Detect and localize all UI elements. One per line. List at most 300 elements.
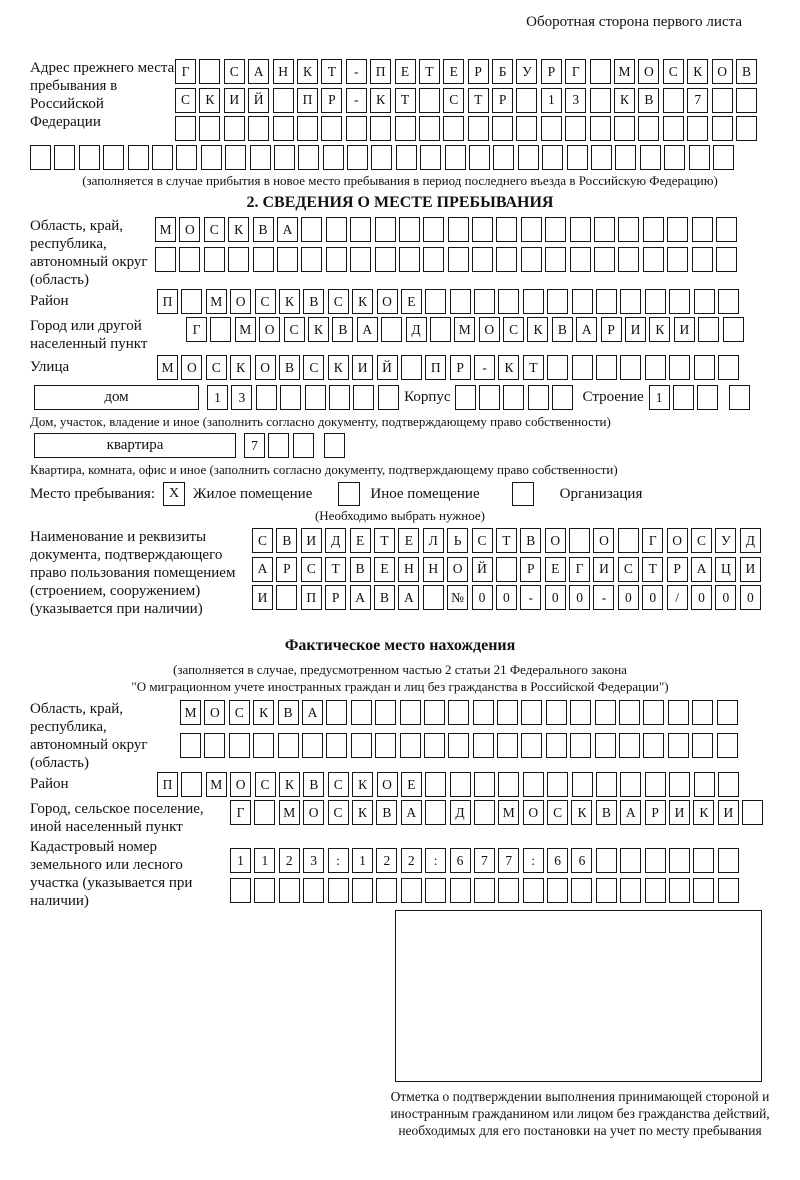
char-cell[interactable]: С	[328, 800, 349, 825]
char-cell[interactable]	[614, 116, 635, 141]
char-cell[interactable]: С	[301, 557, 322, 582]
char-cell[interactable]	[497, 700, 518, 725]
char-cell[interactable]	[570, 733, 591, 758]
char-cell[interactable]	[443, 116, 464, 141]
char-cell[interactable]	[301, 247, 322, 272]
char-cell[interactable]: О	[523, 800, 544, 825]
char-cell[interactable]	[273, 88, 294, 113]
char-cell[interactable]	[425, 878, 446, 903]
char-cell[interactable]	[692, 700, 713, 725]
char-cell[interactable]: 3	[303, 848, 324, 873]
char-cell[interactable]	[419, 116, 440, 141]
char-cell[interactable]: М	[206, 289, 227, 314]
char-cell[interactable]	[455, 385, 476, 410]
char-cell[interactable]: Н	[273, 59, 294, 84]
char-cell[interactable]	[692, 247, 713, 272]
char-cell[interactable]: Р	[601, 317, 622, 342]
char-cell[interactable]: О	[377, 772, 398, 797]
char-cell[interactable]	[199, 59, 220, 84]
char-cell[interactable]	[448, 733, 469, 758]
char-cell[interactable]: А	[248, 59, 269, 84]
char-cell[interactable]	[643, 247, 664, 272]
char-cell[interactable]	[742, 800, 763, 825]
char-cell[interactable]: Р	[325, 585, 346, 610]
char-cell[interactable]	[473, 733, 494, 758]
char-cell[interactable]	[228, 247, 249, 272]
char-cell[interactable]	[350, 217, 371, 242]
char-cell[interactable]: 6	[450, 848, 471, 873]
char-cell[interactable]	[400, 700, 421, 725]
char-cell[interactable]	[689, 145, 710, 170]
char-cell[interactable]	[645, 355, 666, 380]
char-cell[interactable]	[717, 700, 738, 725]
char-cell[interactable]	[347, 145, 368, 170]
char-cell[interactable]: К	[687, 59, 708, 84]
char-cell[interactable]: Г	[569, 557, 590, 582]
char-cell[interactable]: 3	[565, 88, 586, 113]
char-cell[interactable]	[620, 848, 641, 873]
char-cell[interactable]: А	[252, 557, 273, 582]
char-cell[interactable]	[424, 700, 445, 725]
char-cell[interactable]: К	[228, 217, 249, 242]
char-cell[interactable]	[594, 247, 615, 272]
char-cell[interactable]: В	[520, 528, 541, 553]
char-cell[interactable]	[620, 289, 641, 314]
char-cell[interactable]: К	[308, 317, 329, 342]
char-cell[interactable]: Е	[374, 557, 395, 582]
char-cell[interactable]: 0	[496, 585, 517, 610]
char-cell[interactable]	[712, 88, 733, 113]
char-cell[interactable]: 1	[230, 848, 251, 873]
char-cell[interactable]	[181, 772, 202, 797]
char-cell[interactable]	[595, 700, 616, 725]
char-cell[interactable]: К	[230, 355, 251, 380]
char-cell[interactable]: С	[328, 289, 349, 314]
char-cell[interactable]: Г	[186, 317, 207, 342]
char-cell[interactable]: 7	[687, 88, 708, 113]
char-cell[interactable]: К	[352, 800, 373, 825]
char-cell[interactable]	[545, 247, 566, 272]
char-cell[interactable]	[547, 878, 568, 903]
char-cell[interactable]	[450, 878, 471, 903]
char-cell[interactable]: С	[691, 528, 712, 553]
char-cell[interactable]: С	[204, 217, 225, 242]
char-cell[interactable]: К	[352, 772, 373, 797]
char-cell[interactable]: И	[252, 585, 273, 610]
char-cell[interactable]	[445, 145, 466, 170]
char-cell[interactable]: С	[175, 88, 196, 113]
char-cell[interactable]: -	[593, 585, 614, 610]
char-cell[interactable]: 7	[474, 848, 495, 873]
char-cell[interactable]	[371, 145, 392, 170]
char-cell[interactable]	[450, 772, 471, 797]
char-cell[interactable]: В	[279, 355, 300, 380]
char-cell[interactable]	[425, 772, 446, 797]
char-cell[interactable]	[450, 289, 471, 314]
char-cell[interactable]	[204, 733, 225, 758]
char-cell[interactable]: Ц	[715, 557, 736, 582]
char-cell[interactable]: -	[474, 355, 495, 380]
char-cell[interactable]	[274, 145, 295, 170]
char-cell[interactable]	[638, 116, 659, 141]
char-cell[interactable]	[718, 848, 739, 873]
char-cell[interactable]: Е	[350, 528, 371, 553]
char-cell[interactable]: И	[593, 557, 614, 582]
char-cell[interactable]: С	[224, 59, 245, 84]
char-cell[interactable]	[375, 733, 396, 758]
char-cell[interactable]	[375, 700, 396, 725]
char-cell[interactable]: В	[350, 557, 371, 582]
char-cell[interactable]: И	[674, 317, 695, 342]
char-cell[interactable]	[276, 585, 297, 610]
char-cell[interactable]: Т	[496, 528, 517, 553]
char-cell[interactable]: 0	[715, 585, 736, 610]
char-cell[interactable]: Е	[401, 772, 422, 797]
char-cell[interactable]	[571, 878, 592, 903]
char-cell[interactable]	[396, 145, 417, 170]
char-cell[interactable]: М	[498, 800, 519, 825]
char-cell[interactable]	[448, 247, 469, 272]
char-cell[interactable]	[667, 247, 688, 272]
char-cell[interactable]: М	[157, 355, 178, 380]
char-cell[interactable]: И	[301, 528, 322, 553]
char-cell[interactable]: И	[669, 800, 690, 825]
char-cell[interactable]	[596, 878, 617, 903]
char-cell[interactable]: Р	[450, 355, 471, 380]
char-cell[interactable]: /	[667, 585, 688, 610]
char-cell[interactable]: Р	[667, 557, 688, 582]
char-cell[interactable]: С	[443, 88, 464, 113]
char-cell[interactable]	[210, 317, 231, 342]
char-cell[interactable]	[423, 585, 444, 610]
char-cell[interactable]	[277, 247, 298, 272]
char-cell[interactable]: А	[620, 800, 641, 825]
char-cell[interactable]	[716, 247, 737, 272]
char-cell[interactable]	[645, 848, 666, 873]
char-cell[interactable]	[523, 878, 544, 903]
char-cell[interactable]	[204, 247, 225, 272]
char-cell[interactable]: М	[279, 800, 300, 825]
char-cell[interactable]	[718, 289, 739, 314]
char-cell[interactable]: Т	[419, 59, 440, 84]
char-cell[interactable]	[253, 733, 274, 758]
char-cell[interactable]: Р	[276, 557, 297, 582]
char-cell[interactable]: С	[206, 355, 227, 380]
char-cell[interactable]	[570, 217, 591, 242]
char-cell[interactable]: П	[370, 59, 391, 84]
char-cell[interactable]	[254, 878, 275, 903]
char-cell[interactable]: К	[279, 772, 300, 797]
char-cell[interactable]	[326, 700, 347, 725]
char-cell[interactable]	[645, 772, 666, 797]
char-cell[interactable]	[229, 733, 250, 758]
char-cell[interactable]	[474, 800, 495, 825]
char-cell[interactable]	[694, 772, 715, 797]
char-cell[interactable]: 1	[207, 385, 228, 410]
char-cell[interactable]: Д	[740, 528, 761, 553]
char-cell[interactable]	[572, 289, 593, 314]
char-cell[interactable]	[718, 772, 739, 797]
char-cell[interactable]	[667, 217, 688, 242]
char-cell[interactable]	[400, 733, 421, 758]
char-cell[interactable]: С	[618, 557, 639, 582]
char-cell[interactable]	[230, 878, 251, 903]
char-cell[interactable]	[668, 733, 689, 758]
char-cell[interactable]: Й	[377, 355, 398, 380]
char-cell[interactable]: 0	[618, 585, 639, 610]
char-cell[interactable]: :	[523, 848, 544, 873]
char-cell[interactable]	[326, 733, 347, 758]
char-cell[interactable]: А	[350, 585, 371, 610]
char-cell[interactable]	[516, 88, 537, 113]
char-cell[interactable]: 6	[571, 848, 592, 873]
char-cell[interactable]: Д	[450, 800, 471, 825]
char-cell[interactable]	[254, 800, 275, 825]
char-cell[interactable]	[717, 733, 738, 758]
char-cell[interactable]	[570, 247, 591, 272]
char-cell[interactable]	[497, 733, 518, 758]
char-cell[interactable]	[328, 878, 349, 903]
char-cell[interactable]	[692, 217, 713, 242]
char-cell[interactable]	[620, 355, 641, 380]
char-cell[interactable]	[473, 700, 494, 725]
char-cell[interactable]	[694, 355, 715, 380]
char-cell[interactable]	[324, 433, 345, 458]
char-cell[interactable]	[493, 145, 514, 170]
char-cell[interactable]	[521, 247, 542, 272]
char-cell[interactable]	[567, 145, 588, 170]
char-cell[interactable]	[618, 217, 639, 242]
char-cell[interactable]	[30, 145, 51, 170]
char-cell[interactable]	[572, 355, 593, 380]
char-cell[interactable]	[201, 145, 222, 170]
char-cell[interactable]	[569, 528, 590, 553]
char-cell[interactable]: О	[230, 289, 251, 314]
char-cell[interactable]	[268, 433, 289, 458]
char-cell[interactable]	[472, 217, 493, 242]
char-cell[interactable]	[351, 700, 372, 725]
char-cell[interactable]	[594, 217, 615, 242]
char-cell[interactable]: У	[516, 59, 537, 84]
char-cell[interactable]	[503, 385, 524, 410]
char-cell[interactable]	[352, 878, 373, 903]
char-cell[interactable]	[723, 317, 744, 342]
char-cell[interactable]	[175, 116, 196, 141]
char-cell[interactable]	[399, 247, 420, 272]
char-cell[interactable]	[546, 733, 567, 758]
char-cell[interactable]: В	[552, 317, 573, 342]
char-cell[interactable]: У	[715, 528, 736, 553]
char-cell[interactable]: С	[229, 700, 250, 725]
char-cell[interactable]: О	[259, 317, 280, 342]
char-cell[interactable]: 7	[498, 848, 519, 873]
char-cell[interactable]: С	[284, 317, 305, 342]
char-cell[interactable]	[298, 145, 319, 170]
char-cell[interactable]: Н	[398, 557, 419, 582]
char-cell[interactable]	[395, 116, 416, 141]
char-cell[interactable]	[103, 145, 124, 170]
char-cell[interactable]	[736, 116, 757, 141]
char-cell[interactable]	[565, 116, 586, 141]
char-cell[interactable]	[420, 145, 441, 170]
char-cell[interactable]: К	[498, 355, 519, 380]
char-cell[interactable]	[425, 800, 446, 825]
char-cell[interactable]: -	[346, 88, 367, 113]
char-cell[interactable]	[547, 289, 568, 314]
char-cell[interactable]	[663, 88, 684, 113]
char-cell[interactable]: Т	[395, 88, 416, 113]
char-cell[interactable]: 0	[569, 585, 590, 610]
char-cell[interactable]: Е	[443, 59, 464, 84]
char-cell[interactable]	[547, 355, 568, 380]
char-cell[interactable]: 0	[740, 585, 761, 610]
char-cell[interactable]	[596, 772, 617, 797]
char-cell[interactable]: К	[571, 800, 592, 825]
char-cell[interactable]	[401, 878, 422, 903]
char-cell[interactable]	[425, 289, 446, 314]
char-cell[interactable]	[523, 772, 544, 797]
char-cell[interactable]: О	[179, 217, 200, 242]
char-cell[interactable]	[643, 733, 664, 758]
char-cell[interactable]: И	[718, 800, 739, 825]
char-cell[interactable]: Т	[468, 88, 489, 113]
char-cell[interactable]	[713, 145, 734, 170]
char-cell[interactable]	[279, 878, 300, 903]
char-cell[interactable]: С	[255, 772, 276, 797]
char-cell[interactable]	[303, 878, 324, 903]
char-cell[interactable]: 0	[472, 585, 493, 610]
char-cell[interactable]: И	[625, 317, 646, 342]
char-cell[interactable]	[329, 385, 350, 410]
char-cell[interactable]: М	[206, 772, 227, 797]
char-cell[interactable]: М	[614, 59, 635, 84]
char-cell[interactable]: П	[301, 585, 322, 610]
char-cell[interactable]	[570, 700, 591, 725]
char-cell[interactable]	[401, 355, 422, 380]
char-cell[interactable]	[694, 289, 715, 314]
char-cell[interactable]: О	[545, 528, 566, 553]
char-cell[interactable]: К	[527, 317, 548, 342]
char-cell[interactable]: К	[693, 800, 714, 825]
char-cell[interactable]: 1	[352, 848, 373, 873]
char-cell[interactable]	[698, 317, 719, 342]
char-cell[interactable]	[645, 289, 666, 314]
char-cell[interactable]	[176, 145, 197, 170]
char-cell[interactable]	[596, 848, 617, 873]
char-cell[interactable]: :	[328, 848, 349, 873]
char-cell[interactable]: Е	[545, 557, 566, 582]
char-cell[interactable]	[669, 772, 690, 797]
char-cell[interactable]	[572, 772, 593, 797]
char-cell[interactable]: 2	[279, 848, 300, 873]
char-cell[interactable]	[278, 733, 299, 758]
char-cell[interactable]: Г	[175, 59, 196, 84]
char-cell[interactable]	[250, 145, 271, 170]
char-cell[interactable]: К	[649, 317, 670, 342]
char-cell[interactable]	[547, 772, 568, 797]
char-cell[interactable]	[448, 217, 469, 242]
char-cell[interactable]: И	[352, 355, 373, 380]
char-cell[interactable]	[253, 247, 274, 272]
char-cell[interactable]	[370, 116, 391, 141]
char-cell[interactable]: Р	[468, 59, 489, 84]
char-cell[interactable]	[718, 878, 739, 903]
char-cell[interactable]	[673, 385, 694, 410]
char-cell[interactable]: 0	[545, 585, 566, 610]
char-cell[interactable]	[590, 88, 611, 113]
char-cell[interactable]: К	[614, 88, 635, 113]
char-cell[interactable]	[448, 700, 469, 725]
char-cell[interactable]	[321, 116, 342, 141]
char-cell[interactable]: О	[638, 59, 659, 84]
char-cell[interactable]: В	[303, 289, 324, 314]
checkbox-other-premise[interactable]	[338, 482, 360, 506]
char-cell[interactable]	[492, 116, 513, 141]
char-cell[interactable]: Б	[492, 59, 513, 84]
char-cell[interactable]	[180, 733, 201, 758]
char-cell[interactable]	[590, 116, 611, 141]
char-cell[interactable]: О	[479, 317, 500, 342]
char-cell[interactable]	[736, 88, 757, 113]
char-cell[interactable]	[693, 848, 714, 873]
char-cell[interactable]: 2	[401, 848, 422, 873]
char-cell[interactable]: О	[377, 289, 398, 314]
char-cell[interactable]: Р	[520, 557, 541, 582]
char-cell[interactable]	[668, 700, 689, 725]
char-cell[interactable]: №	[447, 585, 468, 610]
house-type-box[interactable]: дом	[34, 385, 199, 410]
char-cell[interactable]	[541, 116, 562, 141]
char-cell[interactable]	[469, 145, 490, 170]
char-cell[interactable]	[546, 700, 567, 725]
char-cell[interactable]: С	[472, 528, 493, 553]
char-cell[interactable]	[423, 247, 444, 272]
char-cell[interactable]	[479, 385, 500, 410]
char-cell[interactable]	[273, 116, 294, 141]
char-cell[interactable]	[128, 145, 149, 170]
char-cell[interactable]	[326, 217, 347, 242]
char-cell[interactable]	[521, 700, 542, 725]
char-cell[interactable]: Ь	[447, 528, 468, 553]
char-cell[interactable]	[596, 289, 617, 314]
char-cell[interactable]	[716, 217, 737, 242]
char-cell[interactable]	[669, 848, 690, 873]
char-cell[interactable]: Т	[321, 59, 342, 84]
char-cell[interactable]	[523, 289, 544, 314]
char-cell[interactable]: Р	[541, 59, 562, 84]
char-cell[interactable]	[376, 878, 397, 903]
char-cell[interactable]: -	[520, 585, 541, 610]
char-cell[interactable]	[718, 355, 739, 380]
char-cell[interactable]	[474, 289, 495, 314]
char-cell[interactable]	[293, 433, 314, 458]
char-cell[interactable]	[179, 247, 200, 272]
char-cell[interactable]: Й	[472, 557, 493, 582]
char-cell[interactable]: Л	[423, 528, 444, 553]
char-cell[interactable]: С	[303, 355, 324, 380]
char-cell[interactable]	[669, 355, 690, 380]
char-cell[interactable]	[590, 59, 611, 84]
char-cell[interactable]: 0	[642, 585, 663, 610]
char-cell[interactable]: 0	[691, 585, 712, 610]
char-cell[interactable]	[152, 145, 173, 170]
char-cell[interactable]	[474, 772, 495, 797]
char-cell[interactable]: Т	[642, 557, 663, 582]
char-cell[interactable]: В	[374, 585, 395, 610]
char-cell[interactable]	[620, 878, 641, 903]
char-cell[interactable]: О	[303, 800, 324, 825]
char-cell[interactable]: П	[157, 772, 178, 797]
